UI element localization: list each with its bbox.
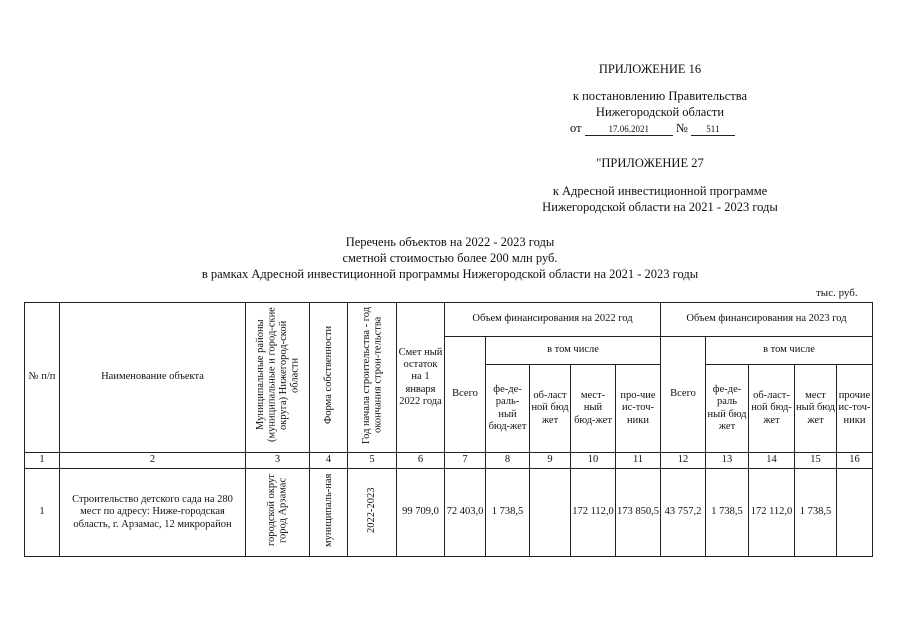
col-number-4: 4	[310, 453, 348, 469]
program-line2: Нижегородской области на 2021 - 2023 годы	[542, 200, 778, 214]
header-total-2022: Всего	[445, 337, 486, 453]
row-num: 1	[25, 469, 60, 557]
resolution-number: 511	[691, 124, 735, 136]
row-2022-local: 172 112,0	[571, 469, 616, 557]
table-row	[25, 469, 873, 557]
col-number-8: 8	[486, 453, 530, 469]
appendix27-title: "ПРИЛОЖЕНИЕ 27	[596, 156, 704, 170]
col-number-1: 1	[25, 453, 60, 469]
row-2022-other: 173 850,5	[616, 469, 661, 557]
header-other-2023: прочие ис-точ-ники	[837, 365, 873, 453]
row-2023-total: 43 757,2	[661, 469, 706, 557]
objects-table	[24, 302, 873, 557]
col-number-6: 6	[397, 453, 445, 469]
header-fin-2023: Объем финансирования на 2023 год	[661, 303, 873, 337]
row-estimate: 99 709,0	[397, 469, 445, 557]
col-number-10: 10	[571, 453, 616, 469]
row-2022-federal: 1 738,5	[486, 469, 530, 557]
row-2023-federal: 1 738,5	[706, 469, 749, 557]
row-municipality-text: городской округ город Арзамас	[266, 474, 289, 547]
col-number-15: 15	[795, 453, 837, 469]
row-2022-total: 72 403,0	[445, 469, 486, 557]
header-regional-2022: об-ласт ной бюд жет	[530, 365, 571, 453]
row-2022-regional	[530, 469, 571, 557]
col-number-12: 12	[661, 453, 706, 469]
col-number-7: 7	[445, 453, 486, 469]
units-label: тыс. руб.	[816, 287, 858, 299]
header-municipality-text: Муниципальные районы (муниципальные и город-ские округа) Нижегород-ской области	[254, 307, 300, 443]
header-municipality	[246, 303, 310, 453]
resolution-date: 17.06.2021	[585, 124, 673, 136]
col-number-13: 13	[706, 453, 749, 469]
header-other-2022: про-чие ис-точ-ники	[616, 365, 661, 453]
program-line1: к Адресной инвестиционной программе	[552, 184, 768, 198]
row-years	[348, 469, 397, 557]
header-federal-2023: фе-де-раль ный бюд жет	[706, 365, 749, 453]
row-2023-local: 1 738,5	[795, 469, 837, 557]
appendix-title: ПРИЛОЖЕНИЕ 16	[598, 62, 702, 76]
col-number-3: 3	[246, 453, 310, 469]
header-regional-2023: об-ласт-ной бюд-жет	[749, 365, 795, 453]
header-fin-2022: Объем финансирования на 2022 год	[445, 303, 661, 337]
row-name: Строительство детского сада на 280 мест по адресу: Ниже-городская область, г. Арзамас, 12 микрорайон	[60, 469, 246, 557]
col-number-11: 11	[616, 453, 661, 469]
header-ownership-text: Форма собственности	[322, 326, 334, 425]
region-line: Нижегородской области	[595, 105, 725, 119]
row-ownership	[310, 469, 348, 557]
row-municipality	[246, 469, 310, 557]
col-number-2: 2	[60, 453, 246, 469]
row-2023-regional: 172 112,0	[749, 469, 795, 557]
col-number-14: 14	[749, 453, 795, 469]
header-ownership	[310, 303, 348, 453]
header-years-text: Год начала строительства - год окончания строи-тельства	[360, 306, 383, 444]
col-number-16: 16	[837, 453, 873, 469]
header-local-2022: мест-ный бюд-жет	[571, 365, 616, 453]
from-label: от	[570, 121, 582, 135]
header-including-2023: в том числе	[706, 337, 873, 365]
col-number-9: 9	[530, 453, 571, 469]
list-title-line2: сметной стоимостью более 200 млн руб.	[342, 251, 558, 265]
number-label: №	[675, 121, 688, 135]
header-federal-2022: фе-де-раль-ный бюд-жет	[486, 365, 530, 453]
header-num: № п/п	[25, 303, 60, 453]
date-number-line	[570, 121, 735, 136]
list-title-line1: Перечень объектов на 2022 - 2023 годы	[345, 235, 555, 249]
header-including-2022: в том числе	[486, 337, 661, 365]
row-2023-other	[837, 469, 873, 557]
list-title-line3: в рамках Адресной инвестиционной программы Нижегородской области на 2021 - 2023 годы	[201, 267, 699, 281]
row-ownership-text: муниципаль-ная	[322, 473, 334, 548]
resolution-line: к постановлению Правительства	[572, 89, 748, 103]
header-name: Наименование объекта	[60, 303, 246, 453]
header-estimate: Смет ный остаток на 1 января 2022 года	[397, 303, 445, 453]
col-number-5: 5	[348, 453, 397, 469]
row-years-text: 2022-2023	[366, 487, 378, 534]
header-local-2023: мест ный бюд жет	[795, 365, 837, 453]
header-years	[348, 303, 397, 453]
header-total-2023: Всего	[661, 337, 706, 453]
